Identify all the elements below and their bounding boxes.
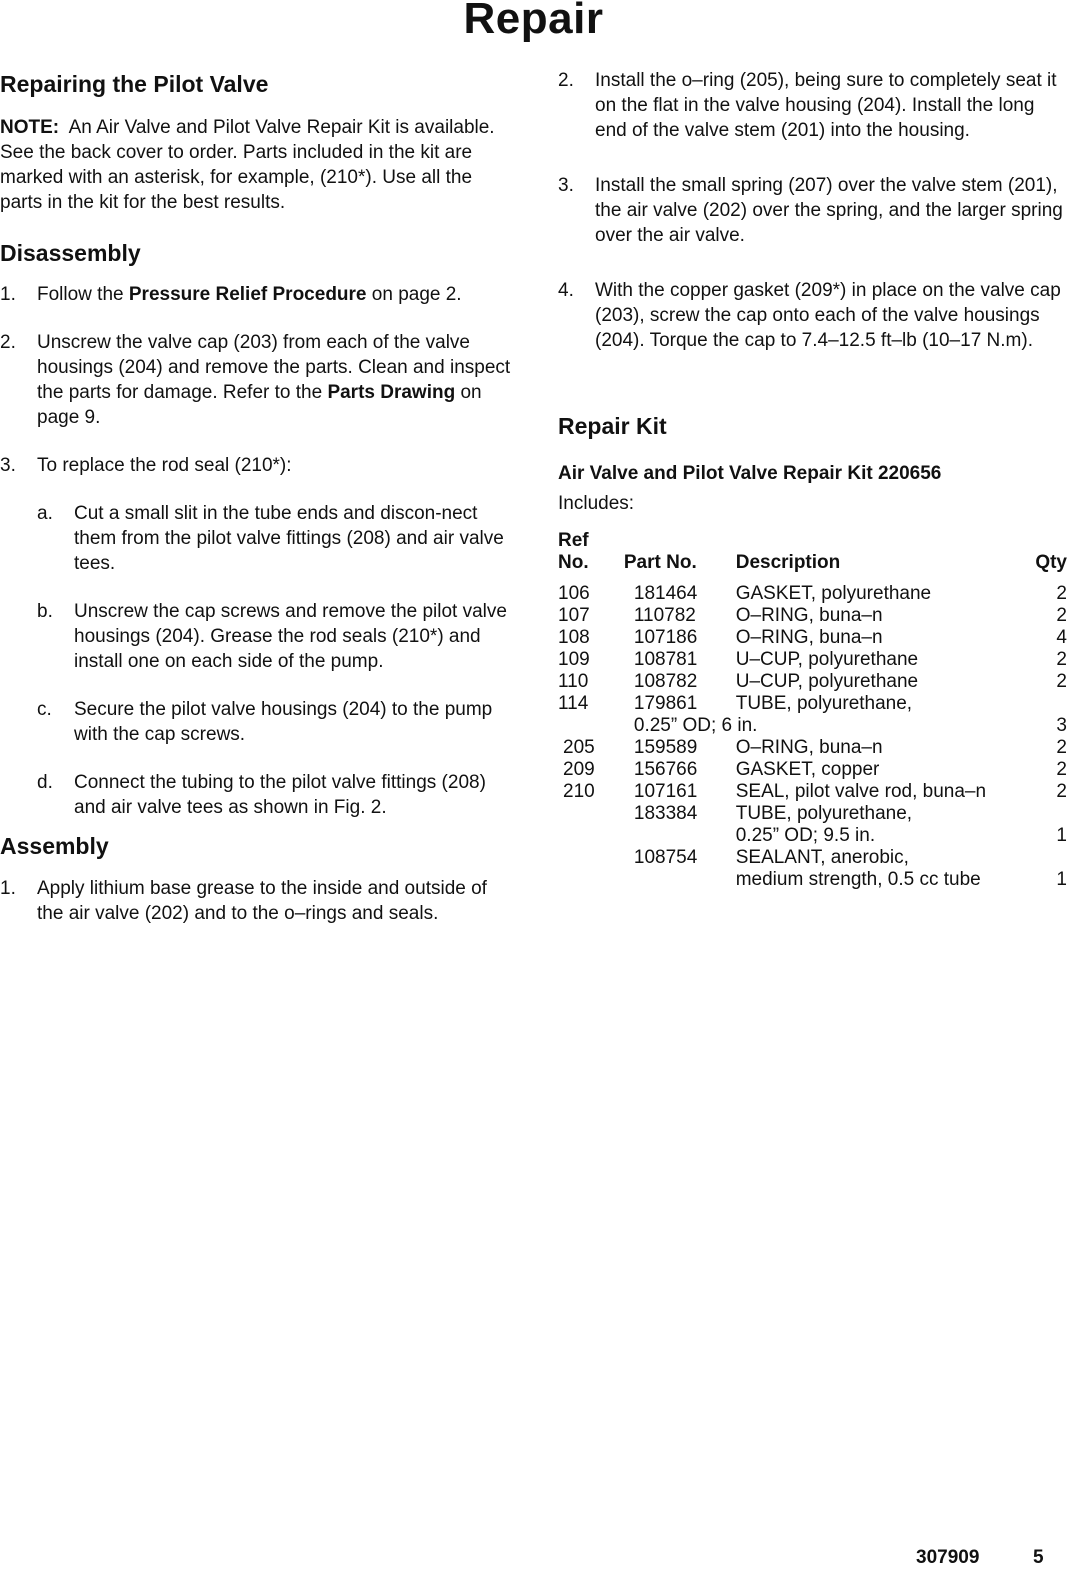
step-text: on page 9. <box>37 382 482 428</box>
page-footer <box>0 1547 1067 1569</box>
table-row <box>558 737 1067 759</box>
table-row <box>558 649 1067 671</box>
header-ref-no <box>558 530 624 574</box>
substep-letter: b. <box>37 601 53 622</box>
description-cell: SEAL, pilot valve rod, buna–n <box>735 781 987 802</box>
header-qty: Qty <box>1035 552 1067 573</box>
right-column <box>558 68 1067 891</box>
description-cell: O–RING, buna–n <box>735 605 883 626</box>
header-part-no: Part No. <box>623 552 697 573</box>
table-row <box>558 715 1067 737</box>
step-text: on page 2. <box>366 284 462 305</box>
qty-cell: 2 <box>1056 737 1067 758</box>
disassembly-step-1 <box>0 282 515 307</box>
substep-text: Unscrew the cap screws and remove the pilot valve housings (204). Grease the rod seals (210*) and install one on each side of the pump. <box>74 601 507 672</box>
part-cell: 179861 <box>633 693 698 714</box>
table-row <box>558 627 1067 649</box>
table-row <box>558 781 1067 803</box>
assembly-step-1 <box>0 876 515 926</box>
includes-label: Includes: <box>558 493 635 514</box>
step-number: 3. <box>0 455 16 476</box>
part-cell: 156766 <box>633 759 698 780</box>
part-cell: 0.25” OD; 6 in. <box>633 715 758 736</box>
qty-cell: 2 <box>1056 781 1067 802</box>
left-column <box>0 66 515 926</box>
part-cell: 108781 <box>633 649 698 670</box>
table-header-row <box>558 530 1067 574</box>
ref-cell: 114 <box>558 693 589 714</box>
disassembly-substep-a <box>37 501 515 576</box>
disassembly-step-2 <box>0 330 515 430</box>
step-text: Apply lithium base grease to the inside and outside of the air valve (202) and to the o–rings and seals. <box>37 878 487 924</box>
parts-drawing-ref: Parts Drawing <box>327 382 456 403</box>
step-text: Unscrew the valve cap (203) from each of the valve housings (204) and remove the parts. Clean and inspect the parts for damage. Refer to the <box>37 332 511 403</box>
parts-table <box>558 530 1067 891</box>
step-number: 1. <box>0 878 16 899</box>
step-text: To replace the rod seal (210*): <box>37 455 292 476</box>
substep-letter: a. <box>37 503 53 524</box>
disassembly-step-3 <box>0 453 515 478</box>
qty-cell: 3 <box>1056 715 1067 736</box>
disassembly-substep-c <box>37 697 515 747</box>
header-ref-line1: Ref <box>558 530 589 551</box>
description-cell: TUBE, polyurethane, <box>735 693 913 714</box>
part-cell <box>624 869 736 891</box>
qty-cell <box>1031 847 1067 869</box>
ref-cell: 107 <box>558 605 590 626</box>
part-cell: 181464 <box>633 583 698 604</box>
substep-text: Connect the tubing to the pilot valve fittings (208) and air valve tees as shown in Fig. 2. <box>74 772 486 818</box>
ref-cell <box>558 803 624 825</box>
description-cell: SEALANT, anerobic, <box>735 847 909 868</box>
qty-cell <box>1031 803 1067 825</box>
document-number: 307909 <box>916 1547 980 1568</box>
page-number: 5 <box>1033 1547 1044 1568</box>
table-row <box>558 671 1067 693</box>
section-heading-disassembly: Disassembly <box>0 240 141 266</box>
qty-cell: 2 <box>1056 583 1067 604</box>
description-cell: O–RING, buna–n <box>735 737 883 758</box>
table-row <box>558 825 1067 847</box>
part-cell: 110782 <box>633 605 696 626</box>
ref-cell: 205 <box>563 737 595 758</box>
ref-cell: 210 <box>563 781 595 802</box>
part-cell: 107161 <box>633 781 698 802</box>
description-cell: O–RING, buna–n <box>735 627 883 648</box>
table-row <box>558 693 1067 715</box>
table-row <box>558 847 1067 869</box>
qty-cell: 1 <box>1056 869 1067 890</box>
qty-cell: 2 <box>1056 649 1067 670</box>
table-row <box>558 583 1067 605</box>
step-text: Follow the <box>37 284 129 305</box>
step-number: 3. <box>558 175 574 196</box>
ref-cell: 110 <box>558 671 589 692</box>
step-number: 2. <box>558 70 574 91</box>
assembly-step-2 <box>558 68 1067 143</box>
table-row <box>558 803 1067 825</box>
disassembly-substep-b <box>37 599 515 674</box>
description-cell: 0.25” OD; 9.5 in. <box>735 825 876 846</box>
assembly-step-4 <box>558 278 1067 353</box>
part-cell <box>624 825 736 847</box>
ref-cell: 109 <box>558 649 590 670</box>
step-text: Install the o–ring (205), being sure to completely seat it on the flat in the valve housing (204). Install the long end of the valve stem (201) into the housing. <box>595 70 1057 141</box>
step-text: Install the small spring (207) over the valve stem (201), the air valve (202) over the spring, and the larger spring over the air valve. <box>595 175 1063 246</box>
step-number: 2. <box>0 332 16 353</box>
description-cell: U–CUP, polyurethane <box>735 671 919 692</box>
pressure-relief-ref: Pressure Relief Procedure <box>128 284 367 305</box>
part-cell: 108754 <box>633 847 698 868</box>
substep-letter: c. <box>37 699 52 720</box>
qty-cell <box>1031 693 1067 715</box>
description-cell: GASKET, polyurethane <box>735 583 932 604</box>
note-label: NOTE: <box>0 117 60 138</box>
part-cell: 108782 <box>633 671 698 692</box>
part-cell: 107186 <box>633 627 698 648</box>
note-paragraph <box>0 115 515 215</box>
section-heading-pilot-valve: Repairing the Pilot Valve <box>0 71 269 97</box>
substep-text: Cut a small slit in the tube ends and discon-nect them from the pilot valve fittings (208) and air valve tees. <box>74 503 504 574</box>
qty-cell: 4 <box>1056 627 1067 648</box>
ref-cell <box>558 825 624 847</box>
table-row <box>558 605 1067 627</box>
page-title: Repair <box>463 0 604 43</box>
section-heading-repair-kit: Repair Kit <box>558 413 667 439</box>
ref-cell: 209 <box>563 759 595 780</box>
header-ref-line2: No. <box>558 552 589 573</box>
part-cell: 183384 <box>633 803 698 824</box>
table-row <box>558 869 1067 891</box>
step-text: With the copper gasket (209*) in place on the valve cap (203), screw the cap onto each of the valve housings (204). Torque the cap to 7.4–12.5 ft–lb (10–17 N.m). <box>595 280 1061 351</box>
assembly-step-3 <box>558 173 1067 248</box>
ref-cell: 106 <box>558 583 590 604</box>
disassembly-substep-d <box>37 770 515 820</box>
substep-letter: d. <box>37 772 53 793</box>
ref-cell <box>558 715 624 737</box>
qty-cell: 2 <box>1056 605 1067 626</box>
part-cell: 159589 <box>633 737 698 758</box>
qty-cell: 2 <box>1056 759 1067 780</box>
qty-cell: 1 <box>1056 825 1067 846</box>
table-row <box>558 759 1067 781</box>
note-text: An Air Valve and Pilot Valve Repair Kit is available. See the back cover to order. Parts included in the kit are marked with an asterisk, for example, (210*). Use all the parts in the kit for the best results. <box>0 117 495 213</box>
ref-cell: 108 <box>558 627 590 648</box>
repair-kit-title: Air Valve and Pilot Valve Repair Kit 220656 <box>558 463 942 484</box>
description-cell: GASKET, copper <box>735 759 880 780</box>
substep-text: Secure the pilot valve housings (204) to the pump with the cap screws. <box>74 699 493 745</box>
description-cell: medium strength, 0.5 cc tube <box>735 869 981 890</box>
header-description: Description <box>735 552 841 573</box>
description-cell: U–CUP, polyurethane <box>735 649 919 670</box>
step-number: 1. <box>0 284 16 305</box>
section-heading-assembly: Assembly <box>0 833 109 859</box>
qty-cell: 2 <box>1056 671 1067 692</box>
ref-cell <box>558 869 624 891</box>
ref-cell <box>558 847 624 869</box>
step-number: 4. <box>558 280 574 301</box>
description-cell: TUBE, polyurethane, <box>735 803 913 824</box>
